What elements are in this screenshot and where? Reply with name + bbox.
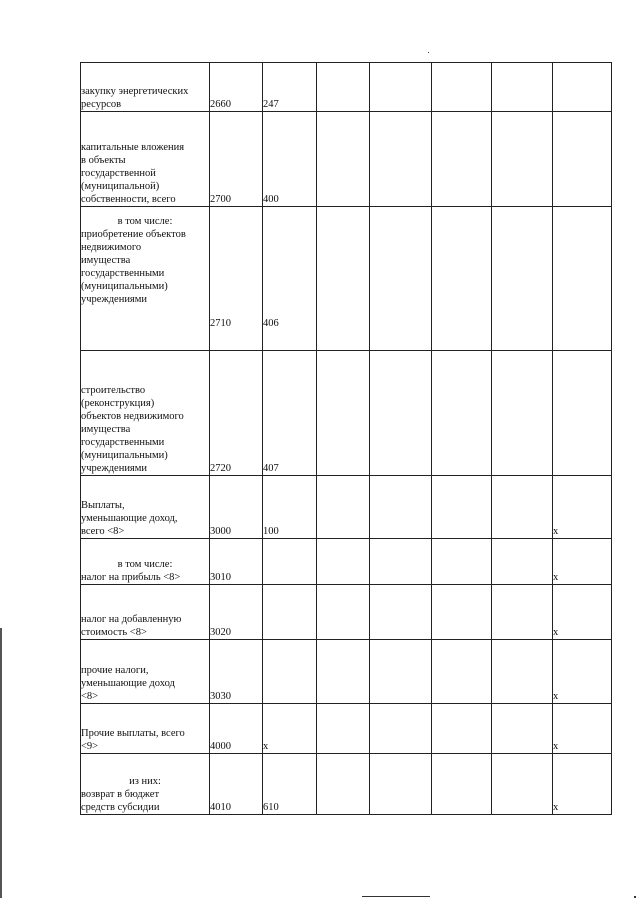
amount-cell [492, 754, 553, 815]
x-mark-cell: x [553, 539, 612, 585]
x-mark-cell [553, 63, 612, 112]
amount-cell [370, 640, 432, 704]
row-description [81, 207, 210, 351]
amount-cell [317, 539, 370, 585]
amount-cell [432, 640, 492, 704]
description-line: государственными [81, 268, 165, 279]
row-description [81, 704, 210, 754]
description-line: всего <8> [81, 526, 125, 537]
table-row [81, 112, 612, 207]
kosgu-cell: 406 [263, 207, 317, 351]
description-line: (муниципальными) [81, 281, 168, 292]
amount-cell [492, 112, 553, 207]
line-code-cell: 3030 [210, 640, 263, 704]
description-line: государственными [81, 437, 165, 448]
amount-cell [370, 704, 432, 754]
amount-cell [492, 640, 553, 704]
amount-cell [317, 754, 370, 815]
description-line: налог на добавленную [81, 614, 182, 625]
description-line: уменьшающие доход [81, 678, 175, 689]
line-code-cell: 2660 [210, 63, 263, 112]
amount-cell [317, 207, 370, 351]
amount-cell [432, 754, 492, 815]
amount-cell [370, 63, 432, 112]
amount-cell [432, 585, 492, 640]
row-description [81, 539, 210, 585]
description-line: уменьшающие доход, [81, 513, 178, 524]
amount-cell [492, 539, 553, 585]
description-line: объектов недвижимого [81, 411, 184, 422]
description-line: средств субсидии [81, 802, 160, 813]
table-row [81, 754, 612, 815]
table-row [81, 704, 612, 754]
amount-cell [492, 704, 553, 754]
description-line: в том числе: [117, 559, 173, 570]
amount-cell [492, 207, 553, 351]
line-code-cell: 4000 [210, 704, 263, 754]
line-code-cell: 2700 [210, 112, 263, 207]
amount-cell [317, 63, 370, 112]
table-row [81, 63, 612, 112]
amount-cell [317, 351, 370, 476]
row-description [81, 585, 210, 640]
description-line: учреждениями [81, 294, 148, 305]
description-line: имущества [81, 424, 131, 435]
amount-cell [370, 476, 432, 539]
amount-cell [370, 112, 432, 207]
amount-cell [317, 704, 370, 754]
amount-cell [432, 704, 492, 754]
row-description [81, 351, 210, 476]
amount-cell [492, 476, 553, 539]
x-mark-cell [553, 207, 612, 351]
kosgu-cell: 247 [263, 63, 317, 112]
amount-cell [432, 539, 492, 585]
description-line: возврат в бюджет [81, 789, 160, 800]
description-line: государственной [81, 168, 156, 179]
description-line: имущества [81, 255, 131, 266]
line-code-cell: 3010 [210, 539, 263, 585]
amount-cell [432, 207, 492, 351]
description-line: (реконструкция) [81, 398, 155, 409]
scan-mark-left [0, 628, 2, 898]
kosgu-cell: 400 [263, 112, 317, 207]
description-line: учреждениями [81, 463, 148, 474]
amount-cell [492, 585, 553, 640]
description-line: строительство [81, 385, 146, 396]
x-mark-cell: x [553, 640, 612, 704]
table-row [81, 640, 612, 704]
amount-cell [317, 476, 370, 539]
amount-cell [370, 207, 432, 351]
line-code-cell: 3000 [210, 476, 263, 539]
description-line: налог на прибыль <8> [81, 572, 181, 583]
description-line: прочие налоги, [81, 665, 149, 676]
kosgu-cell: 407 [263, 351, 317, 476]
description-line: <8> [81, 691, 99, 702]
description-line: недвижимого [81, 242, 142, 253]
amount-cell [492, 63, 553, 112]
row-description [81, 112, 210, 207]
amount-cell [492, 351, 553, 476]
scan-mark-corner [634, 896, 636, 898]
table-row [81, 539, 612, 585]
budget-table [80, 62, 612, 815]
x-mark-cell: x [553, 476, 612, 539]
amount-cell [432, 351, 492, 476]
description-line: (муниципальными) [81, 450, 168, 461]
row-description [81, 754, 210, 815]
amount-cell [432, 63, 492, 112]
description-line: капитальные вложения [81, 142, 185, 153]
amount-cell [432, 112, 492, 207]
description-line: приобретение объектов [81, 229, 186, 240]
amount-cell [317, 640, 370, 704]
amount-cell [432, 476, 492, 539]
description-line: в объекты [81, 155, 126, 166]
table-row [81, 351, 612, 476]
line-code-cell: 2720 [210, 351, 263, 476]
description-line: Выплаты, [81, 500, 125, 511]
description-line: стоимость <8> [81, 627, 147, 638]
x-mark-cell: x [553, 585, 612, 640]
amount-cell [370, 585, 432, 640]
amount-cell [370, 754, 432, 815]
x-mark-cell: x [553, 754, 612, 815]
scan-mark-bottom [362, 896, 430, 897]
amount-cell [317, 112, 370, 207]
table-row [81, 585, 612, 640]
description-line: в том числе: [117, 216, 173, 227]
scan-mark-top [428, 52, 429, 53]
x-mark-cell [553, 351, 612, 476]
kosgu-cell: x [263, 704, 317, 754]
kosgu-cell: 100 [263, 476, 317, 539]
description-line: <9> [81, 741, 99, 752]
amount-cell [317, 585, 370, 640]
amount-cell [370, 351, 432, 476]
description-line: ресурсов [81, 99, 122, 110]
description-line: Прочие выплаты, всего [81, 728, 185, 739]
row-description [81, 63, 210, 112]
table-row [81, 476, 612, 539]
description-line: (муниципальной) [81, 181, 160, 192]
x-mark-cell [553, 112, 612, 207]
x-mark-cell: x [553, 704, 612, 754]
kosgu-cell [263, 640, 317, 704]
description-line: собственности, всего [81, 194, 176, 205]
line-code-cell: 2710 [210, 207, 263, 351]
line-code-cell: 4010 [210, 754, 263, 815]
description-line: закупку энергетических [81, 86, 189, 97]
kosgu-cell: 610 [263, 754, 317, 815]
table-row [81, 207, 612, 351]
line-code-cell: 3020 [210, 585, 263, 640]
description-line: из них: [129, 776, 161, 787]
row-description [81, 476, 210, 539]
kosgu-cell [263, 585, 317, 640]
kosgu-cell [263, 539, 317, 585]
amount-cell [370, 539, 432, 585]
row-description [81, 640, 210, 704]
